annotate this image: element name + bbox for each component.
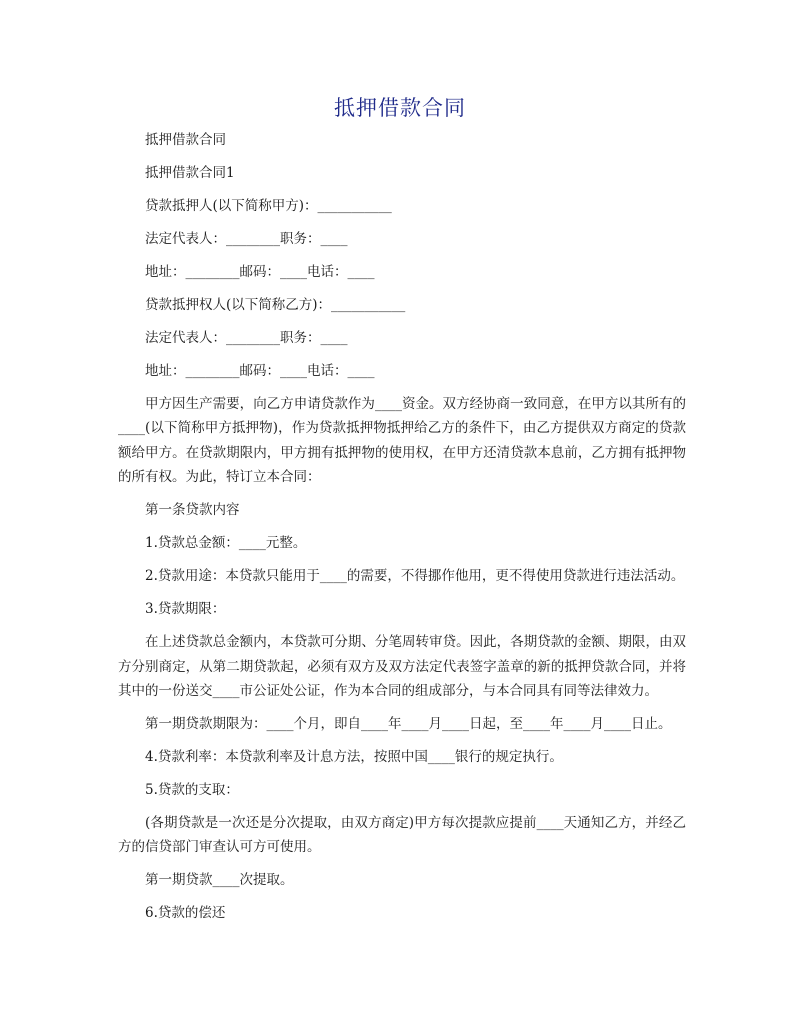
paragraph-subheading: 抵押借款合同1 [145,165,235,181]
paragraph-first-period: 第一期贷款期限为：____个月，即自____年____月____日起，至____年____月____日止。 [145,716,672,733]
paragraph-heading: 抵押借款合同 [145,132,226,148]
paragraph-loan-term-detail: 在上述贷款总金额内，本贷款可分期、分笔周转审贷。因此，各期贷款的金额、期限，由双方分别商定，从第二期贷款起，必须有双方及双方法定代表签字盖章的新的抵押贷款合同，并将其中的一份送交____市公证处公证，作为本合同的组成部分，与本合同具有同等法律效力。 [118,634,686,700]
paragraph-repayment: 6.贷款的偿还 [145,905,226,922]
document-title: 抵押借款合同 [334,96,466,120]
paragraph-party-b-address: 地址：________邮码：____电话：____ [145,363,375,379]
paragraph-party-a-address: 地址：________邮码：____电话：____ [145,264,375,280]
paragraph-loan-purpose: 2.贷款用途：本贷款只能用于____的需要，不得挪作他用，更不得使用贷款进行违法活动。 [145,568,685,585]
paragraph-article-1: 第一条贷款内容 [145,502,240,519]
document-body [118,128,686,934]
paragraph-party-b-representative: 法定代表人：________职务：____ [145,330,348,346]
paragraph-withdrawal-detail: (各期贷款是一次还是分次提取，由双方商定)甲方每次提款应提前____天通知乙方，并经乙方的信贷部门审查认可方可使用。 [118,815,686,856]
paragraph-withdrawal: 5.贷款的支取： [145,782,239,799]
paragraph-loan-term: 3.贷款期限： [145,601,226,618]
paragraph-preamble: 甲方因生产需要，向乙方申请贷款作为____资金。双方经协商一致同意，在甲方以其所有的____(以下简称甲方抵押物)，作为贷款抵押物抵押给乙方的条件下，由乙方提供双方商定的贷款额给甲方。在贷款期限内，甲方拥有抵押物的使用权，在甲方还清贷款本息前，乙方拥有抵押物的所有权。为此，特订立本合同： [118,396,686,486]
paragraph-loan-amount: 1.贷款总金额：____元整。 [145,535,307,552]
paragraph-party-a-representative: 法定代表人：________职务：____ [145,231,348,247]
paragraph-first-withdrawal: 第一期贷款____次提取。 [145,872,294,889]
paragraph-party-b: 贷款抵押权人(以下简称乙方)：___________ [145,297,406,313]
paragraph-interest-rate: 4.贷款利率：本贷款利率及计息方法，按照中国____银行的规定执行。 [145,749,563,766]
paragraph-party-a: 贷款抵押人(以下简称甲方)：___________ [145,198,392,214]
